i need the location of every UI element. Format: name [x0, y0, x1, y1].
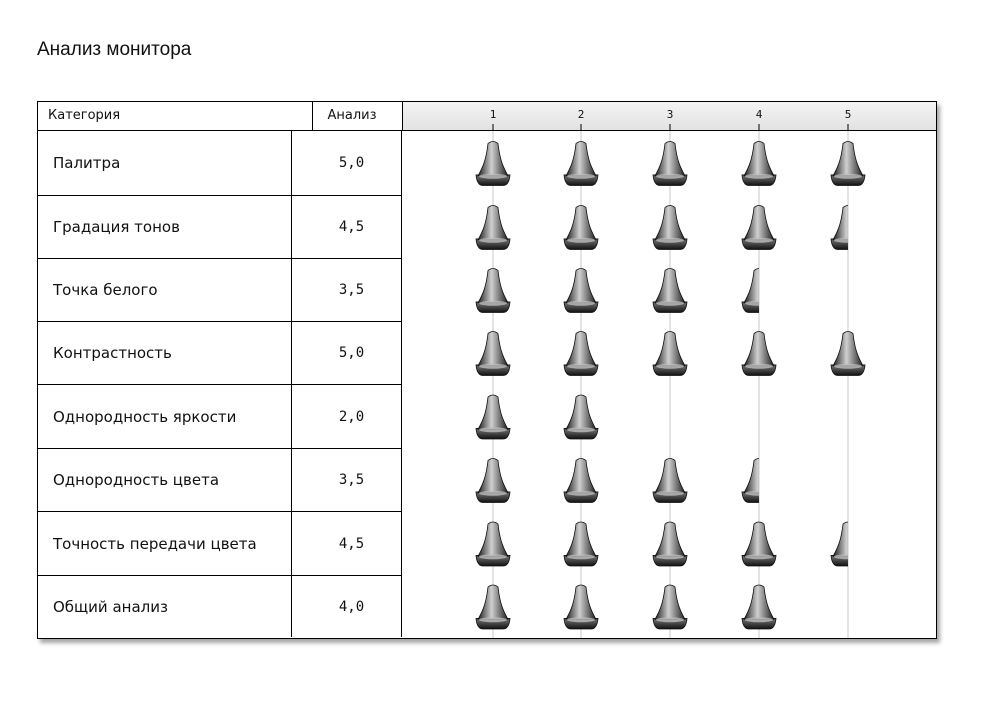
rating-bell-icon — [564, 395, 598, 439]
category-cell: Точка белого — [38, 259, 292, 321]
category-cell: Однородность цвета — [38, 449, 292, 511]
rating-bell-icon — [742, 142, 776, 186]
rating-bell-icon — [653, 269, 687, 313]
category-cell: Градация тонов — [38, 196, 292, 258]
rating-bell-icon — [476, 585, 510, 629]
rating-bell-icon — [653, 142, 687, 186]
rating-bell-icon — [564, 459, 598, 503]
rating-bell-icon — [653, 459, 687, 503]
table-row — [38, 449, 402, 512]
rating-bell-icon — [653, 585, 687, 629]
scale-tick-label-3: 3 — [666, 108, 674, 121]
scale-tick-label-4: 4 — [755, 108, 763, 121]
rating-bell-icon — [742, 522, 776, 566]
rating-bell-icon — [476, 269, 510, 313]
page-title: Анализ монитора — [37, 39, 192, 60]
rating-bell-icon — [653, 522, 687, 566]
rating-table — [37, 101, 937, 639]
rating-bell-icon — [476, 332, 510, 376]
rating-bell-icon — [742, 206, 776, 250]
table-row — [38, 385, 402, 449]
table-row — [38, 512, 402, 576]
header-score: Анализ — [302, 102, 403, 130]
score-cell: 5,0 — [302, 322, 402, 384]
rating-bell-icon — [653, 206, 687, 250]
rating-bell-icon-half — [742, 269, 776, 313]
rating-bell-icon — [564, 585, 598, 629]
rating-bell-icon — [564, 522, 598, 566]
score-cell: 2,0 — [302, 385, 402, 448]
category-cell: Однородность яркости — [38, 385, 292, 448]
rating-bell-icon — [564, 142, 598, 186]
score-cell: 5,0 — [302, 131, 402, 195]
table-row — [38, 259, 402, 322]
table-row — [38, 576, 402, 637]
category-cell: Палитра — [38, 131, 292, 195]
rating-bell-icon-half — [742, 459, 776, 503]
rating-bell-icon — [742, 585, 776, 629]
score-cell: 4,0 — [302, 576, 402, 637]
rating-bell-icon — [564, 206, 598, 250]
table-row — [38, 196, 402, 259]
rating-bell-icon-half — [831, 522, 865, 566]
score-cell: 4,5 — [302, 196, 402, 258]
scale-tick-label-2: 2 — [577, 108, 585, 121]
rating-bell-icon — [476, 395, 510, 439]
category-cell: Общий анализ — [38, 576, 292, 637]
scale-tick-label-1: 1 — [489, 108, 497, 121]
rating-chart — [403, 102, 936, 638]
rating-bell-icon — [476, 206, 510, 250]
rating-bell-icon — [831, 332, 865, 376]
rating-bell-icon — [742, 332, 776, 376]
rating-bell-icon — [476, 522, 510, 566]
header-category: Категория — [38, 102, 313, 130]
category-cell: Точность передачи цвета — [38, 512, 292, 575]
scale-tick-label-5: 5 — [844, 108, 852, 121]
rating-bell-icon — [831, 142, 865, 186]
rating-bell-icon — [476, 142, 510, 186]
score-cell: 3,5 — [302, 449, 402, 511]
table-row — [38, 322, 402, 385]
category-cell: Контрастность — [38, 322, 292, 384]
rating-bell-icon — [476, 459, 510, 503]
rating-bell-icon — [564, 332, 598, 376]
score-cell: 3,5 — [302, 259, 402, 321]
rating-bell-icon-half — [831, 206, 865, 250]
rating-bell-icon — [564, 269, 598, 313]
rating-bell-icon — [653, 332, 687, 376]
score-cell: 4,5 — [302, 512, 402, 575]
table-row — [38, 131, 402, 196]
